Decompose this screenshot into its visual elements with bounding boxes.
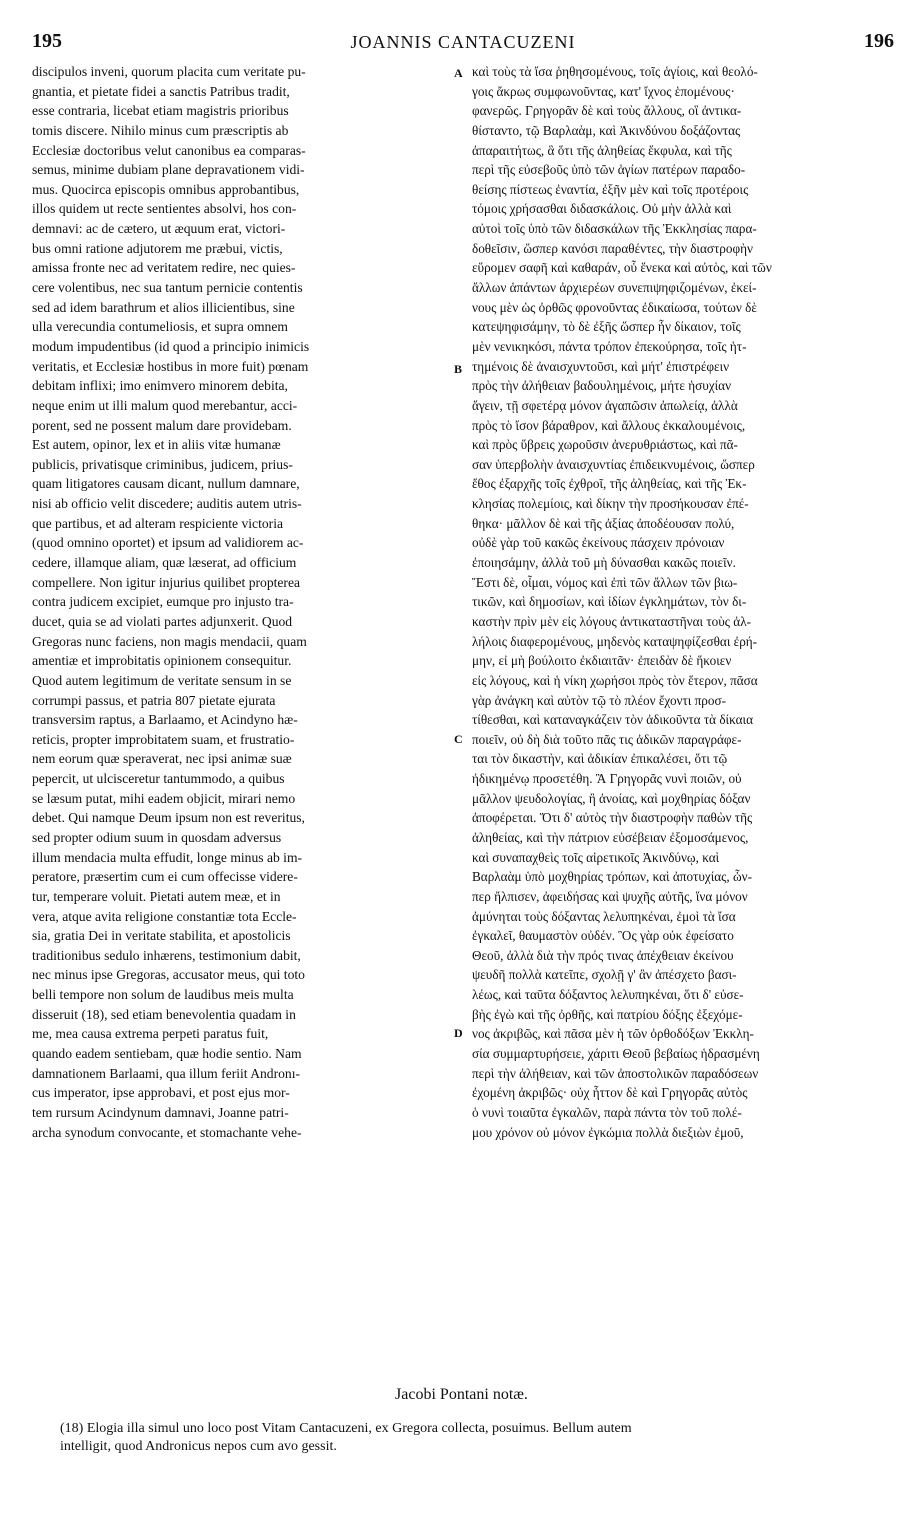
text-line: cere volentibus, nec sua tantum pernicie contentis	[32, 280, 303, 296]
text-line: quam litigatores causam dicant, nullum damnare,	[32, 476, 300, 492]
text-line: nisi ab officio velit discedere; auditis autem utris-	[32, 496, 302, 512]
text-line: μην, εἰ μὴ βούλοιτο ἐκδιαιτᾶν· ἐπειδὰν δὲ ἥκοιεν	[472, 653, 732, 669]
text-line: archa synodum convocante, et stomachante vehe-	[32, 1124, 302, 1140]
text-line: discipulos inveni, quorum placita cum veritate pu-	[32, 64, 306, 79]
text-line: καστὴν πρὶν μὲν εἰς λόγους ἀντικαταστῆναι τοὺς ἀλ-	[472, 613, 752, 629]
text-line: belli tempore non solum de laudibus meis multa	[32, 987, 294, 1003]
text-line: ducet, quia se ad violati partes adjunxerit. Quod	[32, 613, 293, 629]
text-line: me, mea causa extrema perpeti paratus fuit,	[32, 1026, 269, 1042]
text-line: νος ἀκριβῶς, καὶ πᾶσα μὲν ἡ τῶν ὀρθοδόξων Ἐκκλη-	[472, 1026, 754, 1042]
text-line: ἐχομένη ἀκριβῶς· οὐχ ἧττον δὲ καὶ Γρηγορᾶς αὐτὸς	[472, 1085, 748, 1101]
text-line: tem rursum Acindynum damnavi, Joanne patri-	[32, 1104, 289, 1120]
text-line: ἀπαραιτήτως, ἃ ὅτι τῆς ἀληθείας ἔκφυλα, καὶ τῆς	[472, 142, 732, 158]
text-line: nem eorum quæ speraverat, nec ipsi animæ suæ	[32, 751, 292, 767]
text-line: γὰρ ἀνάγκη καὶ αὐτὸν τῷ τὸ πλέον ἔχοντι προσ-	[472, 692, 726, 708]
text-line: λήλοις διαφερομένους, μηδενὸς καταψηφίζεσθαι ἐρή-	[472, 633, 758, 649]
page-number-right: 196	[864, 30, 894, 52]
text-line: Ecclesiæ doctoribus velut canonibus ea comparas-	[32, 142, 306, 158]
text-line: ἔθος ἐξαρχῆς τοῖς ἐχθροῖ, τῆς ἀληθείας, καὶ τῆς Ἐκ-	[472, 476, 747, 492]
text-line: τημένοις δὲ ἀναισχυντοῦσι, καὶ μήτ' ἐπιστρέφειν	[472, 358, 730, 374]
footnotes	[60, 1420, 890, 1456]
text-line: cedere, illamque aliam, quæ læserat, ad officium	[32, 555, 297, 571]
text-line: λέως, καὶ ταῦτα δόξαντος λελυπηκέναι, ὅτι δ' εὐσε-	[472, 987, 744, 1003]
text-line: καὶ πρὸς ὕβρεις χωροῦσιν ἀνερυθριάστως, καὶ πᾶ-	[472, 437, 738, 453]
text-line: πρὸς τὸ ἴσον βάραθρον, καὶ ἄλλους ἐκκαλουμένοις,	[472, 417, 746, 433]
text-line: reticis, propter improbitatem suam, et frustratio-	[32, 731, 295, 747]
text-line: traditionibus sedulo inhærens, testimonium dabit,	[32, 947, 301, 963]
section-marker-b: B	[454, 362, 463, 376]
section-marker-a: A	[454, 66, 463, 80]
text-line: intelligit, quod Andronicus nepos cum avo gessit.	[60, 1439, 337, 1454]
text-line: (18) Elogia illa simul uno loco post Vitam Cantacuzeni, ex Gregora collecta, posuimus. Bellum autem	[60, 1421, 632, 1436]
text-line: ulla verecundia contumeliosis, et supra omnem	[32, 319, 288, 335]
text-line: debet. Qui namque Deum ipsum non est reveritus,	[32, 810, 305, 826]
text-line: veritatis, et Ecclesiæ hostibus in more fuit) pœnam	[32, 358, 309, 374]
text-line: nec minus ipse Gregoras, accusator meus, qui toto	[32, 967, 305, 983]
text-line: semus, minime dubiam plane depravationem vidi-	[32, 162, 305, 178]
section-markers	[454, 0, 470, 1540]
text-line: Gregoras nunc faciens, non magis mendacii, quam	[32, 633, 307, 649]
latin-column	[32, 62, 452, 1142]
greek-column	[472, 62, 894, 1142]
text-line: contra judicem excipiet, eumque pro injusto tra-	[32, 594, 294, 610]
text-line: θηκα· μᾶλλον δὲ καὶ τῆς ἀξίας ἀποδέουσαν πολύ,	[472, 515, 735, 531]
text-line: σία συμμαρτυρήσειε, χάριτι Θεοῦ βεβαίως ἡδρασμένη	[472, 1046, 760, 1062]
text-line: ἐγκαλεῖ, θαυμαστὸν οὐδέν. Ὃς γὰρ οὐκ ἐφείσατο	[472, 928, 734, 944]
text-line: compellere. Non igitur injurius quilibet propterea	[32, 574, 301, 590]
text-line: bus omni ratione adjutorem me præbui, victis,	[32, 240, 283, 256]
text-line: sed propter odium suum in quosdam adversus	[32, 829, 282, 845]
text-line: illos quidem ut recte sentientes absolvi, hos con-	[32, 201, 297, 217]
text-line: περὶ τῆς εὐσεβοῦς ὑπὸ τῶν ἁγίων πατέρων παραδο-	[472, 162, 746, 178]
notes-title: Jacobi Pontani notæ.	[395, 1386, 528, 1403]
text-line: αὐτοὶ τοῖς ὑπὸ τῶν διδασκάλων τῆς Ἐκκλησίας παρα-	[472, 221, 757, 237]
text-line: corrumpi passus, et patria 807 pietate ejurata	[32, 692, 276, 708]
text-line: ται τὸν δικαστὴν, καὶ ἀδικίαν ἐπικαλέσει, ὅτι τῷ	[472, 751, 728, 767]
text-line: se læsum putat, mihi eadem objicit, mirari nemo	[32, 790, 296, 806]
section-marker-c: C	[454, 732, 463, 746]
text-line: disseruit (18), sed etiam benevolentia quadam in	[32, 1006, 296, 1022]
text-line: quando eadem sentiebam, quæ hodie sentio. Nam	[32, 1046, 302, 1062]
text-line: ἀποφέρεται. Ὅτι δ' αὐτὸς τὴν διαστροφὴν παθὼν τῆς	[472, 810, 753, 826]
section-marker-d: D	[454, 1026, 463, 1040]
text-line: publicis, privatisque criminibus, judicem, prius-	[32, 456, 293, 472]
text-line: ἄγειν, τῇ σφετέρᾳ μόνον ἀγαπῶσιν ἀπωλείᾳ, ἀλλὰ	[472, 397, 738, 413]
text-line: (quod omnino oportet) et ipsum ad validiorem ac-	[32, 535, 304, 551]
text-line: ὁ νυνὶ τοιαῦτα ἐγκαλῶν, παρὰ πάντα τὸν τοῦ πολέ-	[472, 1104, 742, 1120]
page-number-left: 195	[32, 30, 62, 52]
text-line: Est autem, opinor, lex et in aliis vitæ humanæ	[32, 437, 281, 453]
text-line: porent, sed ne possent malum dare providebam.	[32, 417, 292, 433]
text-line: amentiæ et improbitatis opinionem consequitur.	[32, 653, 292, 669]
text-line: tur, temperare voluit. Pietati autem meæ, et in	[32, 888, 281, 904]
text-line: καὶ συναπαχθεὶς τοῖς αἱρετικοῖς Ἀκινδύνῳ, καὶ	[472, 849, 720, 865]
text-line: demnavi: ac de cætero, ut æquum erat, victori-	[32, 221, 286, 237]
text-line: pepercit, ut ulcisceretur tantummodo, a quibus	[32, 771, 285, 787]
text-line: esse contraria, licebat etiam magistris prioribus	[32, 103, 289, 119]
text-line: modum impudentibus (id quod a principio inimicis	[32, 338, 310, 354]
text-line: tomis discere. Nihilo minus cum præscriptis ab	[32, 122, 289, 138]
text-line: neque enim ut illi malum quod merebantur, acci-	[32, 397, 298, 413]
text-line: τίθεσθαι, καὶ καταναγκάζειν τὸν ἀδικοῦντα τὰ δίκαια	[472, 712, 753, 728]
text-line: εὕρομεν σαφῆ καὶ καθαράν, οὗ ἕνεκα καὶ αὐτὸς, καὶ τῶν	[472, 260, 772, 276]
text-line: ψευδῆ πολλὰ κατεῖπε, σχολῇ γ' ἂν ἀπέσχετο βασι-	[472, 967, 737, 983]
text-line: ποιεῖν, οὐ δὴ διὰ τοῦτο πᾶς τις ἀδικῶν παραγράφε-	[472, 731, 742, 747]
text-line: περὶ τὴν ἀλήθειαν, καὶ τῶν ἀποστολικῶν παραδόσεων	[472, 1065, 759, 1081]
text-line: Quod autem legitimum de veritate sensum in se	[32, 672, 292, 688]
text-line: cus imperator, ipse approbavi, et post ejus mor-	[32, 1085, 290, 1101]
text-line: βὴς ἐγὼ καὶ τῆς ὀρθῆς, καὶ πατρίου δόξης ἐξεχόμε-	[472, 1006, 743, 1022]
text-line: νους μὲν ὡς ὀρθῶς φρονοῦντας ἐδικαίωσα, τούτων δὲ	[472, 299, 757, 315]
text-line: debitam inflixi; imo enimvero minorem debita,	[32, 378, 288, 394]
text-line: amissa fronte nec ad veritatem redire, nec quies-	[32, 260, 296, 276]
text-line: φανερῶς. Γρηγορᾶν δὲ καὶ τοὺς ἄλλους, οἳ ἀντικα-	[472, 103, 742, 119]
text-line: illum mendacia multa effudit, longe minus ab im-	[32, 849, 303, 865]
text-line: κλησίας πολεμίοις, καὶ δίκην τὴν προσήκουσαν ἐπέ-	[472, 496, 749, 512]
text-line: ἐποιησάμην, ἀλλὰ τοῦ μὴ δύνασθαι κακῶς ποιεῖν.	[472, 555, 736, 571]
text-line: δοθεῖσιν, ὥσπερ κανόσι παραθέντες, τὴν διαστροφὴν	[472, 240, 753, 256]
text-line: τικῶν, καὶ δημοσίων, καὶ ἰδίων ἐγκλημάτων, τὸν δι-	[472, 594, 747, 610]
text-line: τόμοις χρήσασθαι διδασκάλοις. Οὐ μὴν ἀλλὰ καὶ	[472, 201, 732, 217]
text-line: damnationem Barlaami, qua illum feriit Andronı-	[32, 1065, 301, 1081]
text-line: ἀληθείας, καὶ τὴν πάτριον εὐσέβειαν ἐξομοσάμενος,	[472, 829, 749, 845]
text-line: ἄλλων ἁπάντων ἀρχιερέων συνεπιψηφιζομένων, ἐκεί-	[472, 280, 757, 296]
text-line: gnantia, et pietate fidei a sanctis Patribus tradit,	[32, 83, 290, 99]
text-line: κατεψηφισάμην, τὸ δὲ ἐξῆς ὥσπερ ἦν δίκαιον, τοῖς	[472, 319, 741, 335]
text-line: περ ἤλπισεν, ἀφειδήσας καὶ ψυχῆς αὐτῆς, ἵνα μόνον	[472, 888, 748, 904]
text-line: Θεοῦ, ἀλλὰ διὰ τὴν πρός τινας ἀπέχθειαν ἐκείνου	[472, 947, 734, 963]
text-line: σαν ὑπερβολὴν ἀναισχυντίας ἐπιδεικνυμένοις, ὥσπερ	[472, 456, 755, 472]
text-line: καὶ τοὺς τὰ ἴσα ῥηθησομένους, τοῖς ἁγίοις, καὶ θεολό-	[472, 64, 758, 79]
text-line: peratore, præsertim cum ei cum offecisse videre-	[32, 869, 298, 885]
text-line: sed ad idem barathrum et alios illicientibus, sine	[32, 299, 295, 315]
text-line: πρὸς τὴν ἀλήθειαν βαδουλημένοις, μήτε ἡσυχίαν	[472, 378, 732, 394]
text-line: γοις ἄκρως συμφωνοῦντας, κατ' ἴχνος ἑπομένους·	[472, 83, 735, 99]
text-line: μου χρόνον οὐ μόνον ἐγκώμια πολλὰ διεξιὼν ἐμοῦ,	[472, 1124, 744, 1140]
text-line: vera, atque avita religione constantiæ tota Eccle-	[32, 908, 297, 924]
text-line: εἰς λόγους, καὶ ἡ νίκη χωρήσοι πρὸς τὸν ἕτερον, πᾶσα	[472, 672, 758, 688]
text-line: mus. Quocirca episcopis omnibus approbantibus,	[32, 181, 300, 197]
text-line: ἀμύνηται τοὺς δόξαντας λελυπηκέναι, ἐμοὶ τὰ ἴσα	[472, 908, 736, 924]
text-line: ἠδικημένῳ προσετέθη. Ἃ Γρηγορᾶς νυνὶ ποιῶν, οὐ	[472, 771, 742, 787]
running-title: JOANNIS CANTACUZENI	[350, 32, 576, 52]
text-line: Βαρλαὰμ ὑπὸ μοχθηρίας τρόπων, καὶ ἀποτυχίας, ὧν-	[472, 869, 753, 885]
text-line: que partibus, et ad alteram respiciente victoria	[32, 515, 283, 531]
text-line: θίσταντο, τῷ Βαρλαὰμ, καὶ Ἀκινδύνου δοξάζοντας	[472, 122, 741, 138]
text-line: transversim raptus, a Barlaamo, et Acindyno hæ-	[32, 712, 298, 728]
text-line: μὲν νενικηκόσι, πάντα τρόπον ἐπεκούρησα, τοῖς ἡτ-	[472, 338, 747, 354]
text-line: θείσης πίστεως ἐναντία, ἐξῆν μὲν καὶ τοῖς προτέροις	[472, 181, 749, 197]
text-line: μᾶλλον ψευδολογίας, ἢ ἀνοίας, καὶ μοχθηρίας δόξαν	[472, 790, 751, 806]
text-line: sia, gratia Dei in veritate stabilita, et apostolicis	[32, 928, 291, 944]
text-line: Ἔστι δὲ, οἶμαι, νόμος καὶ ἐπὶ τῶν ἄλλων τῶν βιω-	[472, 574, 738, 590]
text-line: οὐδὲ γὰρ τοῦ κακῶς ἐκείνους πάσχειν πρόνοιαν	[472, 535, 725, 551]
